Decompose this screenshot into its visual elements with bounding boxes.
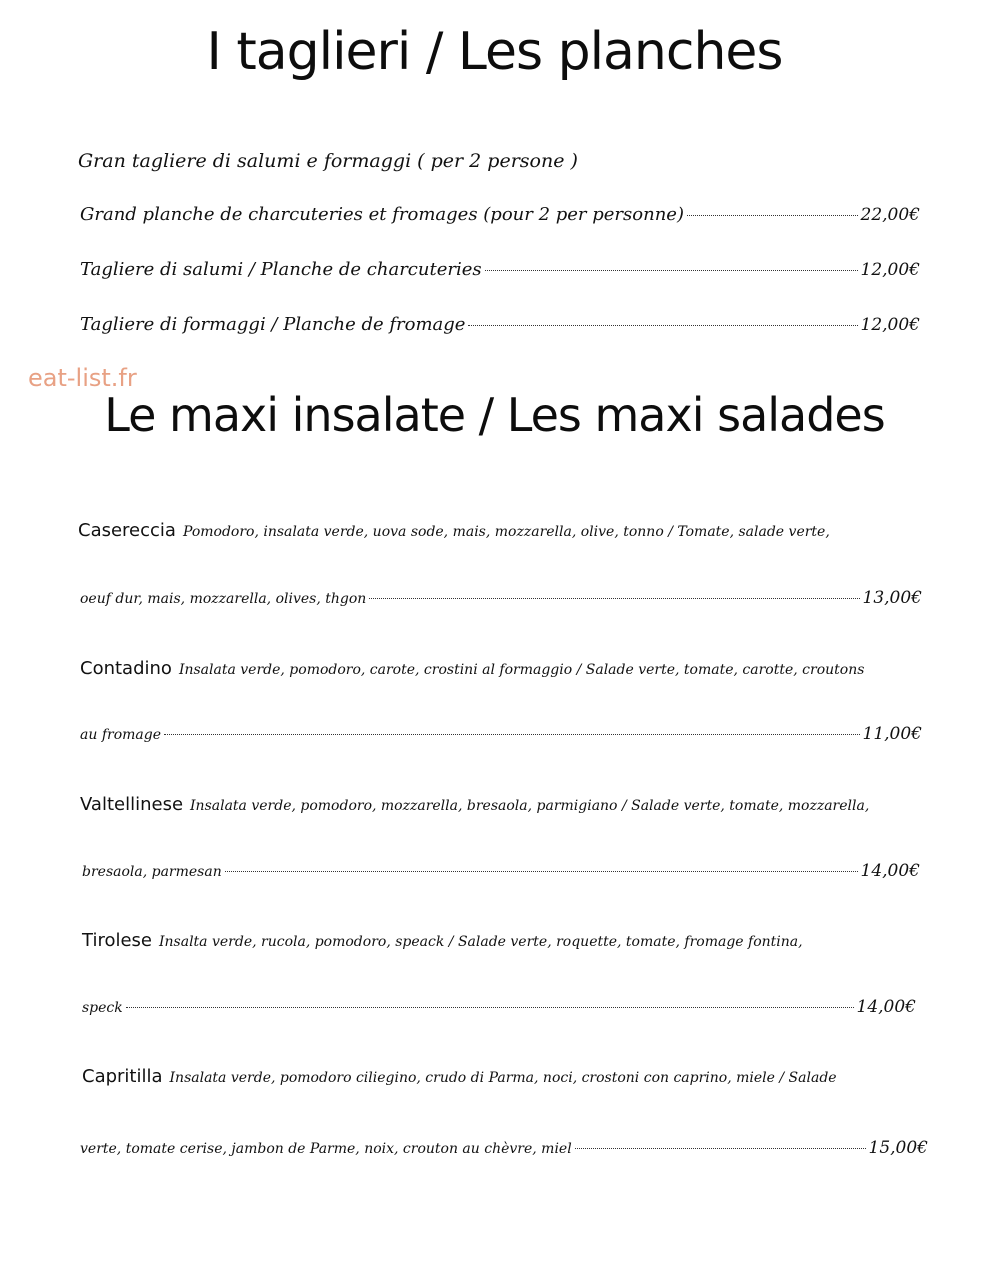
dish-description: Insalata verde, pomodoro, mozzarella, bresaola, parmigiano / Salade verte, tomate, mozzarella, — [190, 798, 870, 814]
salad-header-line — [80, 794, 940, 815]
dish-name: Casereccia — [78, 520, 176, 541]
dish-description-continued: speck — [82, 1000, 123, 1016]
dish-name: Capritilla — [82, 1066, 163, 1087]
dish-description-continued: au fromage — [80, 727, 161, 743]
salad-price-line — [80, 588, 922, 608]
dish-description-continued: bresaola, parmesan — [82, 864, 222, 880]
dot-leader — [225, 871, 858, 872]
menu-item-name: Tagliere di salumi / Planche de charcuteries — [80, 259, 482, 280]
menu-item-planche — [80, 314, 920, 335]
dish-description: Insalata verde, pomodoro ciliegino, crudo di Parma, noci, crostoni con caprino, miele / Salade — [169, 1070, 837, 1086]
menu-item-planche — [80, 259, 920, 280]
salad-header-line — [82, 930, 942, 951]
menu-item-planche — [80, 204, 920, 225]
dot-leader — [369, 598, 859, 599]
dish-description-continued: verte, tomate cerise, jambon de Parme, noix, crouton au chèvre, miel — [80, 1141, 572, 1157]
salad-price-line — [80, 724, 922, 744]
dish-description: Insalata verde, pomodoro, carote, crostini al formaggio / Salade verte, tomate, carotte, croutons — [178, 662, 865, 678]
salad-header-line — [78, 520, 938, 541]
section-title-planches: I taglieri / Les planches — [206, 22, 783, 82]
dot-leader — [164, 734, 860, 735]
salad-header-line — [82, 1066, 952, 1087]
salad-price-line — [82, 861, 920, 881]
salad-header-line — [80, 658, 940, 679]
watermark-logo: eat-list.fr — [28, 364, 137, 392]
dish-price: 11,00€ — [862, 724, 922, 744]
salad-price-line — [82, 997, 916, 1017]
menu-item-price: 22,00€ — [860, 205, 920, 225]
menu-item-price: 12,00€ — [860, 260, 920, 280]
dish-description-continued: oeuf dur, mais, mozzarella, olives, thgon — [80, 591, 367, 607]
dot-leader — [468, 325, 857, 326]
salad-price-line — [80, 1138, 928, 1158]
menu-item-name: Tagliere di formaggi / Planche de fromage — [80, 314, 466, 335]
dish-name: Tirolese — [82, 930, 152, 951]
menu-item-name: Grand planche de charcuteries et fromages (pour 2 per personne) — [80, 204, 684, 225]
planche-intro-text: Gran tagliere di salumi e formaggi ( per 2 persone ) — [78, 150, 578, 172]
dish-price: 13,00€ — [862, 588, 922, 608]
dot-leader — [126, 1007, 854, 1008]
dot-leader — [485, 270, 858, 271]
dish-description: Insalta verde, rucola, pomodoro, speack / Salade verte, roquette, tomate, fromage fontina, — [159, 934, 803, 950]
dish-price: 14,00€ — [860, 861, 920, 881]
dish-name: Valtellinese — [80, 794, 184, 815]
menu-item-price: 12,00€ — [860, 315, 920, 335]
section-title-salades: Le maxi insalate / Les maxi salades — [104, 388, 885, 442]
dish-price: 14,00€ — [856, 997, 916, 1017]
dot-leader — [687, 215, 858, 216]
dish-description: Pomodoro, insalata verde, uova sode, mais, mozzarella, olive, tonno / Tomate, salade verte, — [182, 524, 830, 540]
dish-name: Contadino — [80, 658, 172, 679]
planche-intro — [78, 150, 578, 172]
dot-leader — [575, 1148, 866, 1149]
dish-price: 15,00€ — [868, 1138, 928, 1158]
